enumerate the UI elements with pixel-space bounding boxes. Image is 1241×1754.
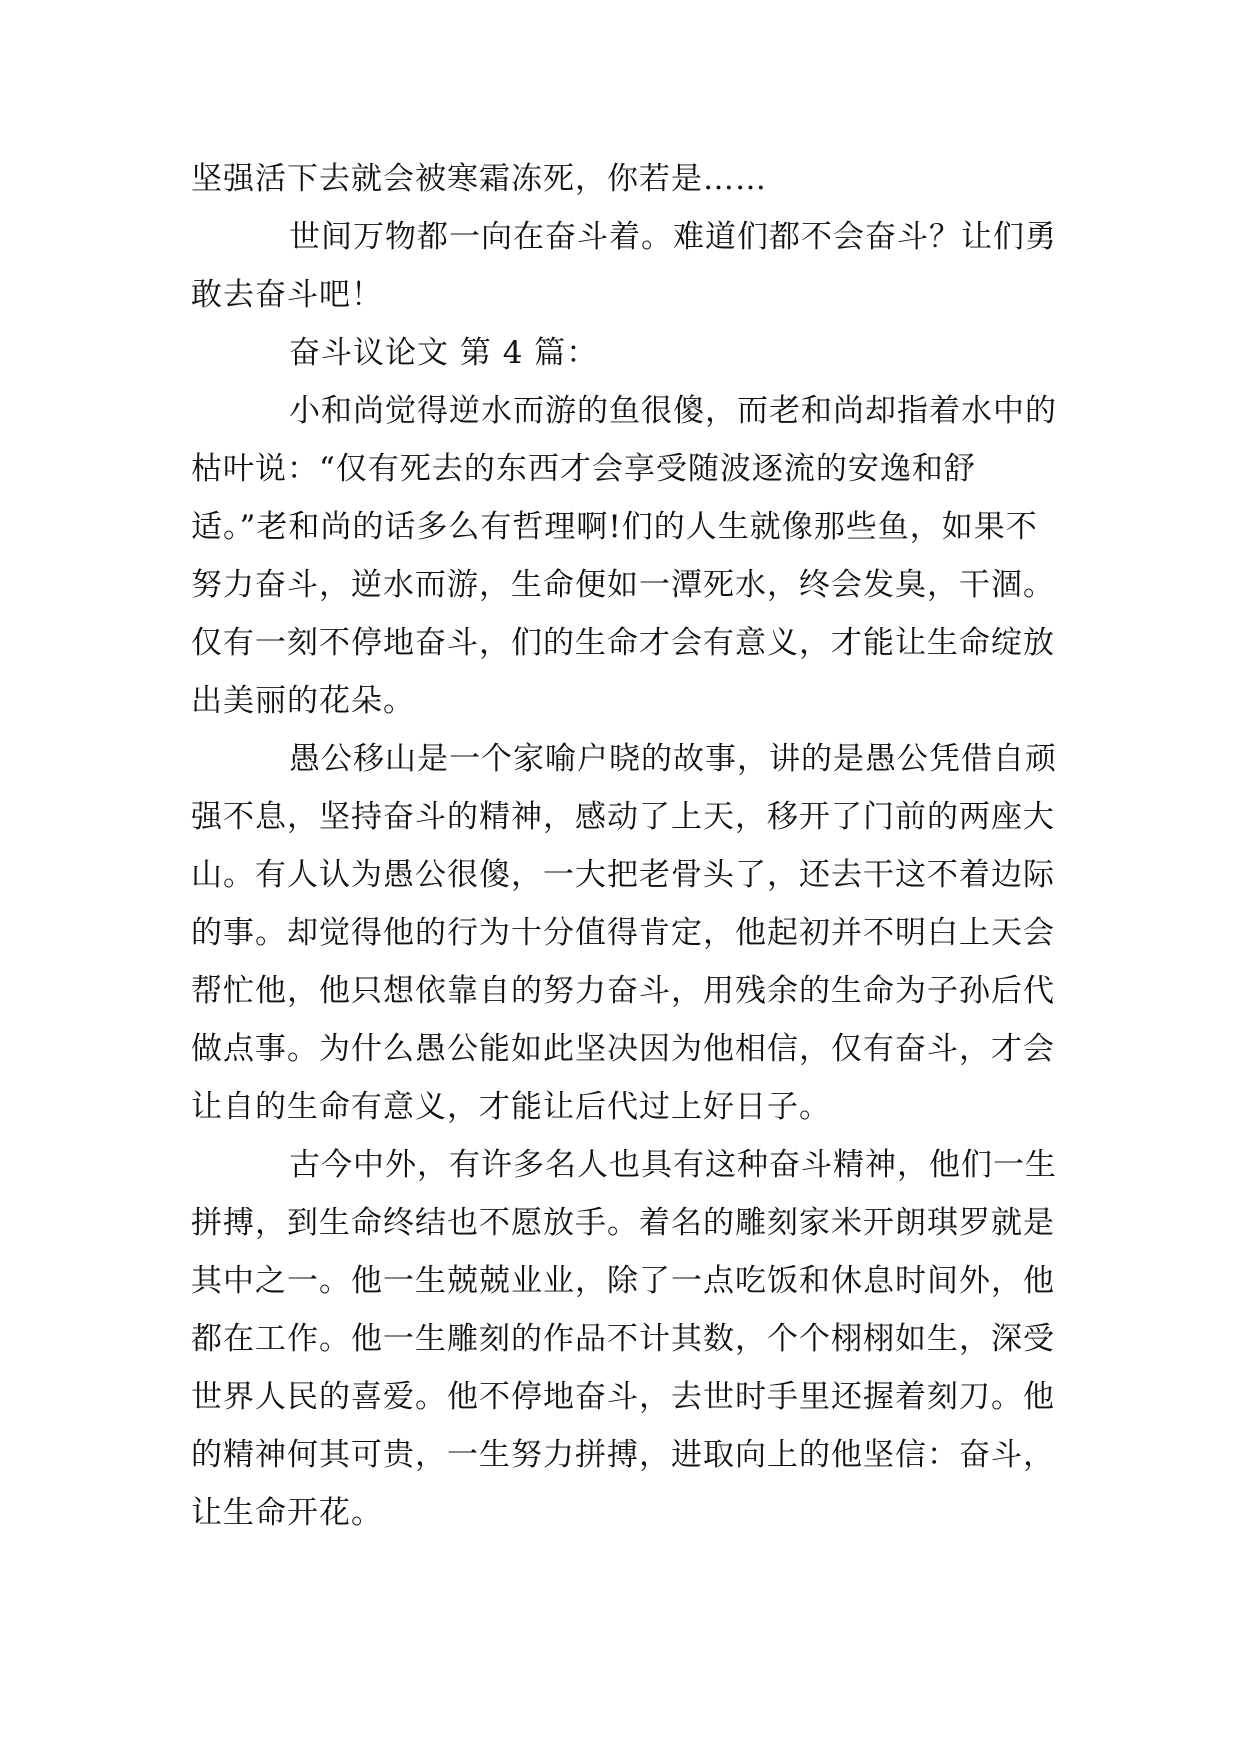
paragraph-monk-story: 小和尚觉得逆水而游的鱼很傻，而老和尚却指着水中的枯叶说：“仅有死去的东西才会享受随波逐流的安逸和舒适。”老和尚的话多么有哲理啊!们的人生就像那些鱼，如果不努力奋斗，逆水而游，生命便如一潭死水，终会发臭，干涸。仅有一刻不停地奋斗，们的生命才会有意义，才能让生命绽放出美丽的花朵。 <box>191 393 1057 719</box>
paragraph-continuation: 坚强活下去就会被寒霜冻死，你若是…… <box>191 161 767 197</box>
section-heading: 奋斗议论文 第 4 篇： <box>289 335 599 371</box>
paragraph-yugong: 愚公移山是一个家喻户晓的故事，讲的是愚公凭借自顽强不息，坚持奋斗的精神，感动了上天，移开了门前的两座大山。有人认为愚公很傻，一大把老骨头了，还去干这不着边际的事。却觉得他的行为十分值得肯定，他起初并不明白上天会帮忙他，他只想依靠自的努力奋斗，用残余的生命为子孙后代做点事。为什么愚公能如此坚决因为他相信，仅有奋斗，才会让自的生命有意义，才能让后代过上好日子。 <box>191 741 1057 1125</box>
document-body <box>191 150 1059 1542</box>
paragraph-michelangelo: 古今中外，有许多名人也具有这种奋斗精神，他们一生拼搏，到生命终结也不愿放手。着名的雕刻家米开朗琪罗就是其中之一。他一生兢兢业业，除了一点吃饭和休息时间外，他都在工作。他一生雕刻的作品不计其数，个个栩栩如生，深受世界人民的喜爱。他不停地奋斗，去世时手里还握着刻刀。他的精神何其可贵，一生努力拼搏，进取向上的他坚信：奋斗，让生命开花。 <box>191 1147 1057 1531</box>
paragraph-conclusion: 世间万物都一向在奋斗着。难道们都不会奋斗？让们勇敢去奋斗吧！ <box>191 219 1057 313</box>
